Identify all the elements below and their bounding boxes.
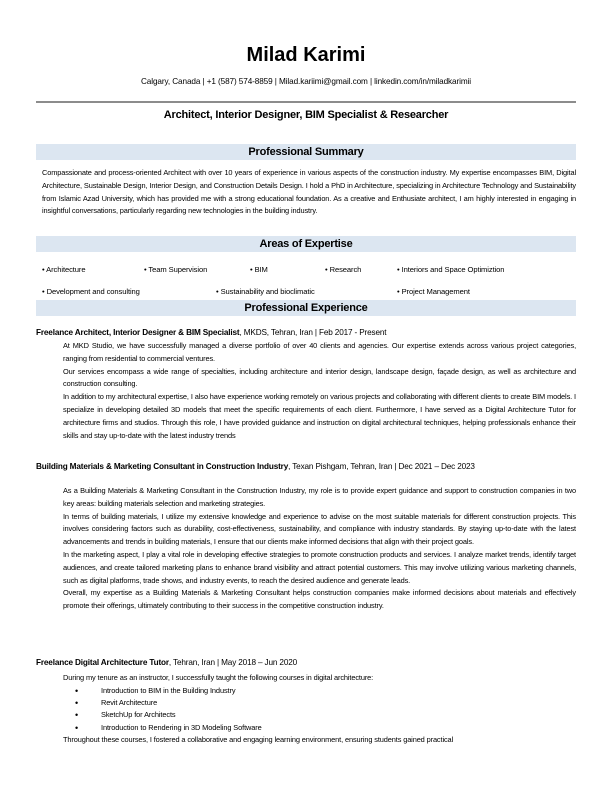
contact-line: Calgary, Canada | +1 (587) 574-8859 | Milad.kariimi@gmail.com | linkedin.com/in/miladkarimii <box>140 77 472 86</box>
job-title: Freelance Digital Architecture Tutor <box>36 658 169 667</box>
expertise-item: • Interiors and Space Optimiztion <box>397 265 505 274</box>
job-paragraph: In addition to my architectural expertise, I also have experience working remotely on various projects and collaborating with different clients to create BIM models. I specialize in developing detailed 3D models that meet the specific requirements of each client. Furthermore, I have served as a Digital Architecture Tutor for architecture firms and studios. Through this role, I have provided guidance and instruction on digital architectural techniques, helping professionals enhance their skills and stay up-to-date with the latest industry trends <box>63 392 576 440</box>
course-item: • Introduction to BIM in the Building Industry <box>63 685 576 697</box>
job-paragraph: Throughout these courses, I fostered a collaborative and engaging learning environment, ensuring students gained practical <box>63 734 454 744</box>
header-divider <box>36 101 576 103</box>
experience-heading: Professional Experience <box>36 300 576 316</box>
job-title: Freelance Architect, Interior Designer & BIM Specialist <box>36 328 240 337</box>
job-title-line <box>36 462 475 471</box>
job-description <box>63 340 576 442</box>
job-title-line <box>36 658 297 667</box>
expertise-item: • BIM <box>250 265 268 274</box>
summary-text: Compassionate and process-oriented Architect with over 10 years of experience in various aspects of the construction industry. My expertise encompasses BIM, Digital Architecture, Sustainable Design, Interior Design, and Construction Details Design. I hold a PhD in Architecture, specializing in Architecture Technology and Sustainability from Islamic Azad University, which has provided me with a strong educational foundation. As a creative and Enthusiate architect, I am highly interested in engaging in insightful conversations, particularly regarding new technologies in the building industry. <box>42 168 576 216</box>
expertise-item: • Architecture <box>42 265 86 274</box>
expertise-item: • Research <box>325 265 362 274</box>
job-paragraph: During my tenure as an instructor, I successfully taught the following courses in digital architecture: <box>63 673 374 682</box>
job-title-line <box>36 328 386 337</box>
job-paragraph: In terms of building materials, I utilize my extensive knowledge and experience to advise on the most suitable materials for different construction projects. This involves considering factors such as durability, cost-effectiveness, sustainability, and compliance with industry standards. By staying up-to-date with the latest advancements and trends in building materials, I ensure that our clients make informed decisions that align with their project goals. <box>63 511 576 547</box>
course-item: • Revit Architecture <box>63 697 576 709</box>
expertise-heading: Areas of Expertise <box>36 236 576 252</box>
job-paragraph: As a Building Materials & Marketing Consultant in the Construction Industry, my role is to provide expert guidance and support to construction companies in two key areas: building materials selection and marketing strategies. <box>63 486 576 508</box>
job-paragraph: Overall, my expertise as a Building Materials & Marketing Consultant helps construction companies make informed decisions about materials and effectively promote their offerings, ultimately contributing to their success in the competitive construction industry. <box>63 588 576 611</box>
job-description <box>63 485 576 613</box>
summary-heading: Professional Summary <box>36 144 576 160</box>
job-title: Building Materials & Marketing Consultant in Construction Industry <box>36 462 289 471</box>
expertise-item: • Team Supervision <box>144 265 208 274</box>
job-paragraph: At MKD Studio, we have successfully managed a diverse portfolio of over 40 clients and agencies. Our expertise extends across various project categories, ranging from residential to commercial ventures. <box>63 341 576 363</box>
professional-title: Architect, Interior Designer, BIM Specialist & Researcher <box>163 109 449 121</box>
course-item: • SketchUp for Architects <box>63 709 576 721</box>
candidate-name: Milad Karimi <box>246 44 366 66</box>
job-description <box>63 672 576 747</box>
expertise-item: • Project Management <box>397 287 470 296</box>
expertise-item: • Sustainability and bioclimatic <box>216 287 315 296</box>
job-meta: , Texan Pishgam, Tehran, Iran | Dec 2021 – Dec 2023 <box>288 462 475 471</box>
job-paragraph: Our services encompass a wide range of specialties, including architecture and interior design, landscape design, façade design, as well as architecture and construction consulting. <box>63 366 576 389</box>
job-meta: , Tehran, Iran | May 2018 – Jun 2020 <box>168 658 298 667</box>
job-paragraph: In the marketing aspect, I play a vital role in developing effective strategies to promote construction products and services. I analyze market trends, identify target audiences, and create tailored marketing plans to enhance brand visibility and attract potential customers. This may involve utilizing various marketing channels, such as digital platforms, trade shows, and industry events, to reach the desired audience and generate leads. <box>63 549 576 585</box>
course-list <box>63 685 576 734</box>
job-meta: , MKDS, Tehran, Iran | Feb 2017 - Present <box>239 328 387 337</box>
course-item: • Introduction to Rendering in 3D Modeling Software <box>63 722 576 734</box>
expertise-item: • Development and consulting <box>42 287 140 296</box>
